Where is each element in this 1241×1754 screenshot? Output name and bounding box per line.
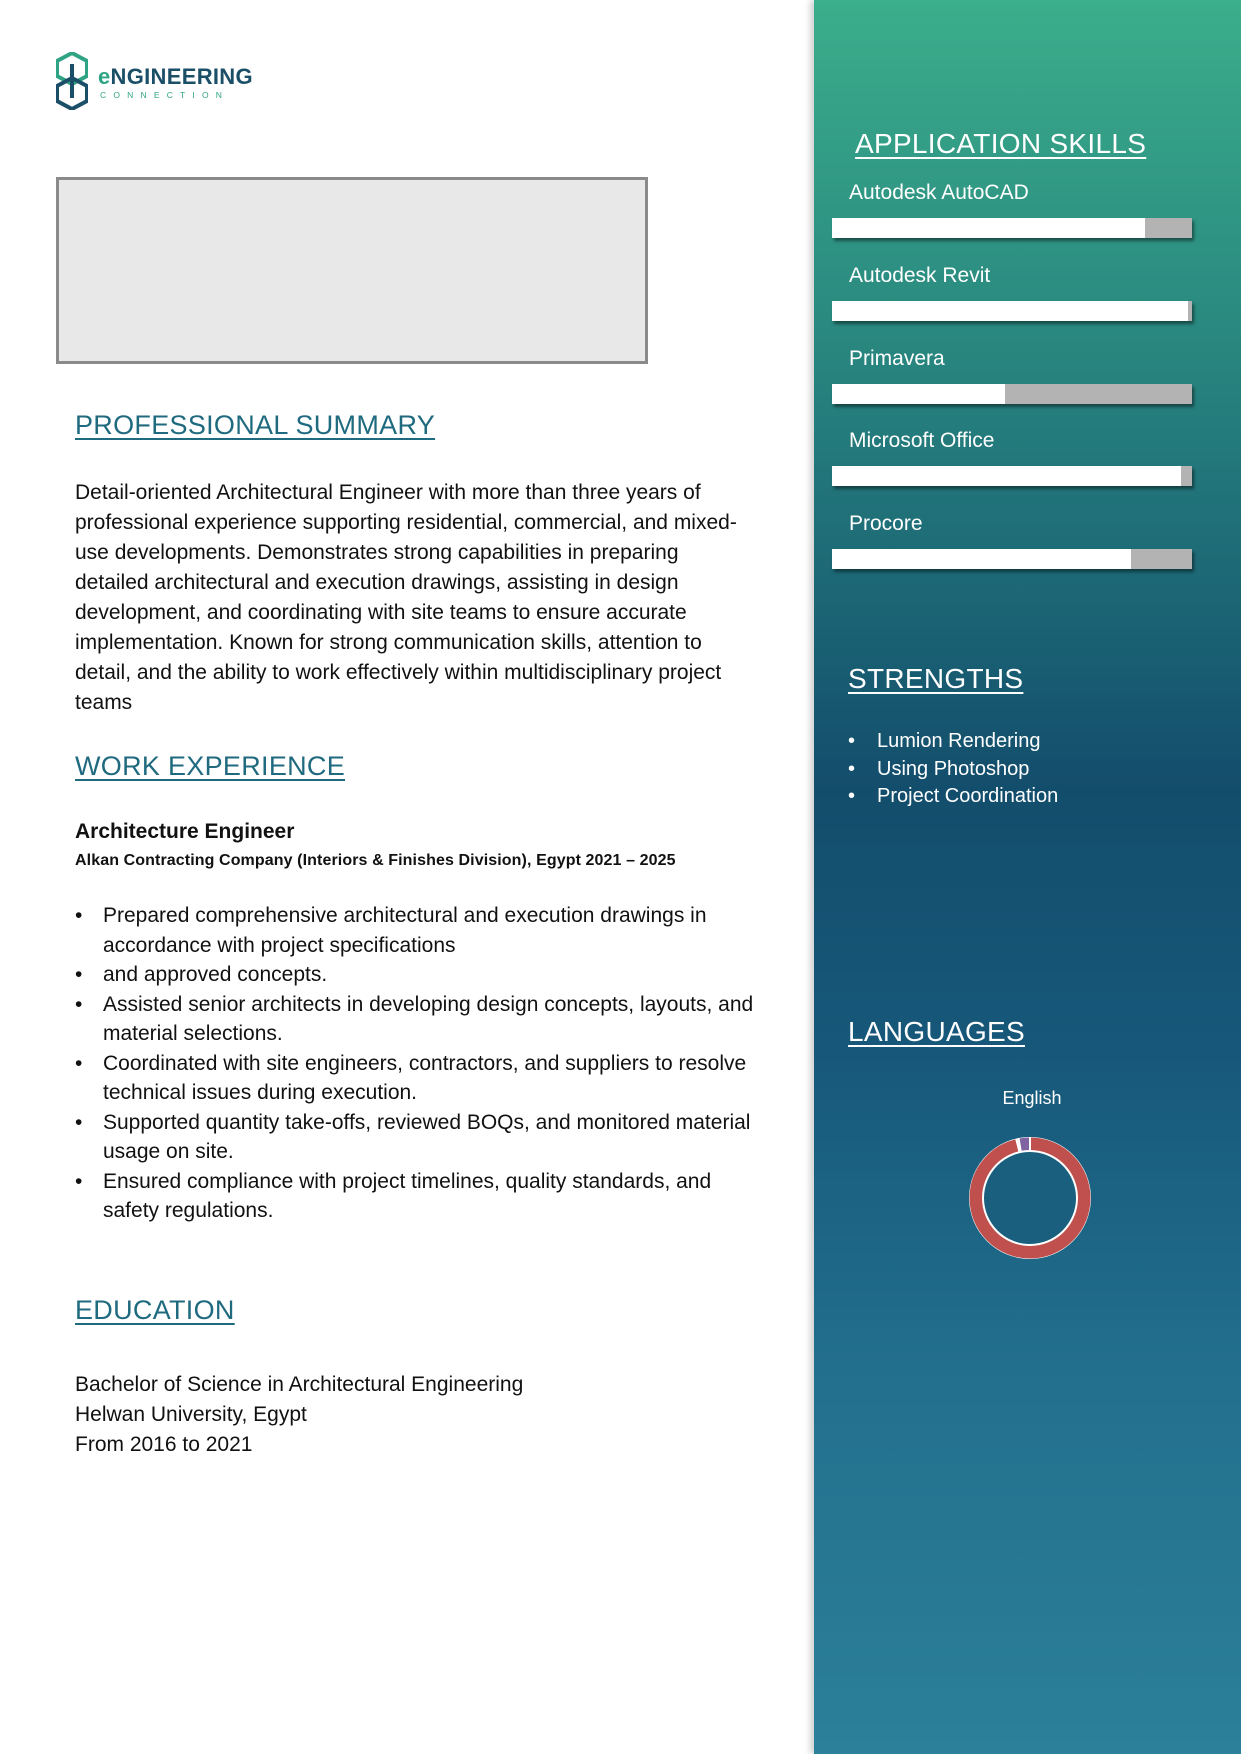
skill-bar-autocad <box>832 218 1192 238</box>
skill-label: Autodesk Revit <box>849 264 991 287</box>
skills-heading: APPLICATION SKILLS <box>855 128 1147 159</box>
skill-bar-fill <box>832 549 1131 569</box>
education-school: Helwan University, Egypt <box>75 1403 307 1426</box>
skill-bar-fill <box>832 301 1188 321</box>
skill-bar-primavera <box>832 384 1192 404</box>
skill-bar-fill <box>832 218 1145 238</box>
logo-title: eNGINEERING <box>98 64 253 89</box>
list-item: • and approved concepts. <box>75 960 765 990</box>
list-item: • Using Photoshop <box>848 756 1058 784</box>
logo-mark-icon <box>56 52 88 110</box>
experience-bullets <box>75 901 765 1226</box>
education-period: From 2016 to 2021 <box>75 1433 253 1456</box>
skill-label: Procore <box>849 512 923 535</box>
language-label: English <box>1002 1088 1062 1108</box>
skill-label: Microsoft Office <box>849 429 995 452</box>
skill-bar-revit <box>832 301 1192 321</box>
education-degree: Bachelor of Science in Architectural Engineering <box>75 1373 524 1396</box>
logo-subtitle: CONNECTION <box>100 90 230 100</box>
languages-heading: LANGUAGES <box>848 1016 1025 1047</box>
company-logo <box>56 52 256 112</box>
summary-heading: PROFESSIONAL SUMMARY <box>75 410 436 440</box>
skill-bar-fill <box>832 466 1181 486</box>
list-item: • Coordinated with site engineers, contractors, and suppliers to resolve technical issues during execution. <box>75 1049 765 1108</box>
strengths-list <box>848 728 1058 811</box>
profile-photo-placeholder <box>56 177 648 364</box>
experience-heading: WORK EXPERIENCE <box>75 751 346 781</box>
list-item: • Project Coordination <box>848 783 1058 811</box>
skill-label: Autodesk AutoCAD <box>849 181 1029 204</box>
strengths-heading: STRENGTHS <box>848 663 1024 694</box>
list-item: • Ensured compliance with project timelines, quality standards, and safety regulations. <box>75 1167 765 1226</box>
skill-bar-ms-office <box>832 466 1192 486</box>
skill-bar-fill <box>832 384 1005 404</box>
job-company-dates: Alkan Contracting Company (Interiors & Finishes Division), Egypt 2021 – 2025 <box>75 852 676 869</box>
skill-label: Primavera <box>849 347 945 370</box>
list-item: • Supported quantity take-offs, reviewed BOQs, and monitored material usage on site. <box>75 1108 765 1167</box>
list-item: • Prepared comprehensive architectural and execution drawings in accordance with project specifications <box>75 901 765 960</box>
summary-text: Detail-oriented Architectural Engineer with more than three years of professional experience supporting residential, commercial, and mixed-use developments. Demonstrates strong capabilities in preparing detailed architectural and execution drawings, assisting in design development, and coordinating with site teams to ensure accurate implementation. Known for strong communication skills, attention to detail, and the ability to work effectively within multidisciplinary project teams <box>75 481 737 714</box>
skill-bar-procore <box>832 549 1192 569</box>
language-donut-chart <box>967 1135 1093 1261</box>
list-item: • Lumion Rendering <box>848 728 1058 756</box>
education-heading: EDUCATION <box>75 1295 235 1325</box>
education-entry <box>75 1370 523 1460</box>
list-item: • Assisted senior architects in developing design concepts, layouts, and material selections. <box>75 990 765 1049</box>
job-title: Architecture Engineer <box>75 820 295 843</box>
